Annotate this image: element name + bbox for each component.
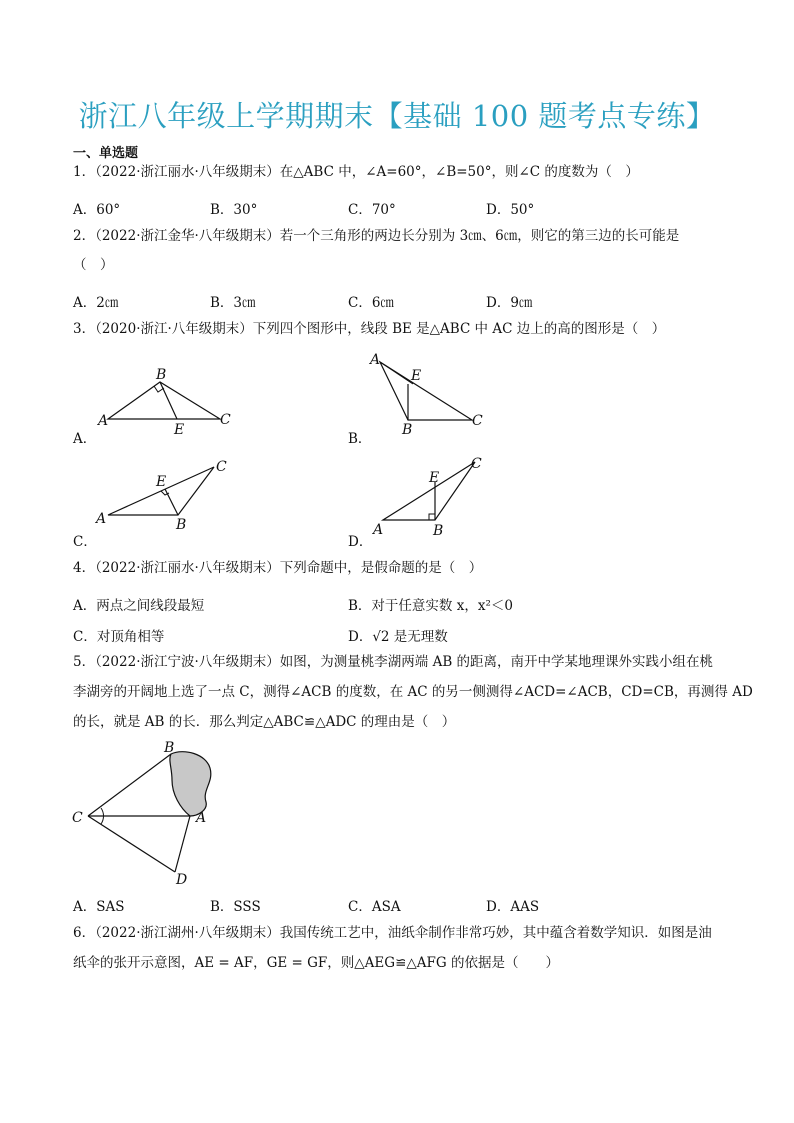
svg-text:B: B bbox=[176, 517, 187, 533]
svg-text:C: C bbox=[220, 412, 231, 428]
q2-stem-line1: 2．（2022·浙江金华·八年级期末）若一个三角形的两边长分别为 3㎝、6㎝，则它的第三边的长可能是 bbox=[73, 228, 680, 244]
q4-stem: 4．（2022·浙江丽水·八年级期末）下列命题中，是假命题的是（ ） bbox=[73, 560, 483, 576]
q2-option-b: B．3㎝ bbox=[210, 295, 256, 311]
svg-text:A: A bbox=[96, 511, 107, 527]
q3-option-a: A． bbox=[73, 431, 97, 447]
svg-text:B: B bbox=[156, 367, 167, 383]
q3-option-d: D． bbox=[348, 534, 373, 550]
svg-text:E: E bbox=[156, 474, 167, 490]
q5-option-b: B．SSS bbox=[210, 899, 261, 915]
q3-stem: 3．（2020·浙江·八年级期末）下列四个图形中，线段 BE 是△ABC 中 AC 边上的高的图形是（ ） bbox=[73, 321, 666, 337]
page-title: 浙江八年级上学期期末【基础 100 题考点专练】 bbox=[78, 99, 716, 133]
q4-option-b: B．对于任意实数 x，x²＜0 bbox=[348, 598, 513, 614]
q3-option-b: B． bbox=[348, 431, 372, 447]
section-heading: 一、单选题 bbox=[73, 146, 139, 161]
svg-text:B: B bbox=[402, 422, 413, 438]
q5-option-d: D．AAS bbox=[486, 899, 540, 915]
svg-text:A: A bbox=[196, 810, 207, 826]
q3-figure-a bbox=[90, 362, 240, 440]
q1-option-d: D．50° bbox=[486, 202, 535, 218]
q3-figure-d bbox=[365, 450, 495, 542]
q2-option-d: D．9㎝ bbox=[486, 295, 533, 311]
q5-stem-line3: 的长，就是 AB 的长．那么判定△ABC≌△ADC 的理由是（ ） bbox=[73, 714, 456, 730]
q3-figure-c bbox=[90, 455, 240, 535]
q1-stem: 1．（2022·浙江丽水·八年级期末）在△ABC 中，∠A=60°，∠B=50°，则∠C 的度数为（ ） bbox=[73, 164, 639, 180]
svg-text:A: A bbox=[370, 352, 381, 368]
q1-option-a: A．60° bbox=[73, 202, 121, 218]
q5-stem-line1: 5．（2022·浙江宁波·八年级期末）如图，为测量桃李湖两端 AB 的距离，南开中学某地理课外实践小组在桃 bbox=[73, 654, 714, 670]
svg-text:A: A bbox=[98, 413, 109, 429]
svg-text:A: A bbox=[373, 522, 384, 538]
q2-option-a: A．2㎝ bbox=[73, 295, 119, 311]
svg-text:E: E bbox=[429, 470, 440, 486]
q4-option-a: A．两点之间线段最短 bbox=[73, 598, 205, 614]
svg-text:B: B bbox=[433, 523, 444, 539]
q4-option-d: D．√2 是无理数 bbox=[348, 629, 448, 645]
q3-figure-b bbox=[365, 350, 495, 440]
svg-text:C: C bbox=[72, 810, 83, 826]
q5-option-c: C．ASA bbox=[348, 899, 401, 915]
svg-text:C: C bbox=[471, 456, 482, 472]
q5-stem-line2: 李湖旁的开阔地上选了一点 C，测得∠ACB 的度数，在 AC 的另一侧测得∠ACD=∠ACB，CD=CB，再测得 AD bbox=[73, 684, 753, 700]
q2-option-c: C．6㎝ bbox=[348, 295, 394, 311]
q3-option-c: C． bbox=[73, 534, 97, 550]
q1-option-b: B．30° bbox=[210, 202, 258, 218]
svg-text:D: D bbox=[176, 872, 188, 888]
svg-text:C: C bbox=[216, 459, 227, 475]
q6-stem-line2: 纸伞的张开示意图，AE = AF，GE = GF，则△AEG≌△AFG 的依据是（ ） bbox=[73, 955, 559, 971]
svg-text:E: E bbox=[174, 422, 185, 438]
q4-option-c: C．对顶角相等 bbox=[73, 629, 165, 645]
q6-stem-line1: 6．（2022·浙江湖州·八年级期末）我国传统工艺中，油纸伞制作非常巧妙，其中蕴含着数学知识．如图是油 bbox=[73, 925, 712, 941]
svg-text:C: C bbox=[472, 413, 483, 429]
q5-option-a: A．SAS bbox=[73, 899, 125, 915]
svg-text:E: E bbox=[411, 368, 422, 384]
q2-stem-line2: （ ） bbox=[73, 257, 114, 273]
q5-figure bbox=[68, 738, 228, 888]
q1-option-c: C．70° bbox=[348, 202, 396, 218]
svg-text:B: B bbox=[164, 740, 175, 756]
